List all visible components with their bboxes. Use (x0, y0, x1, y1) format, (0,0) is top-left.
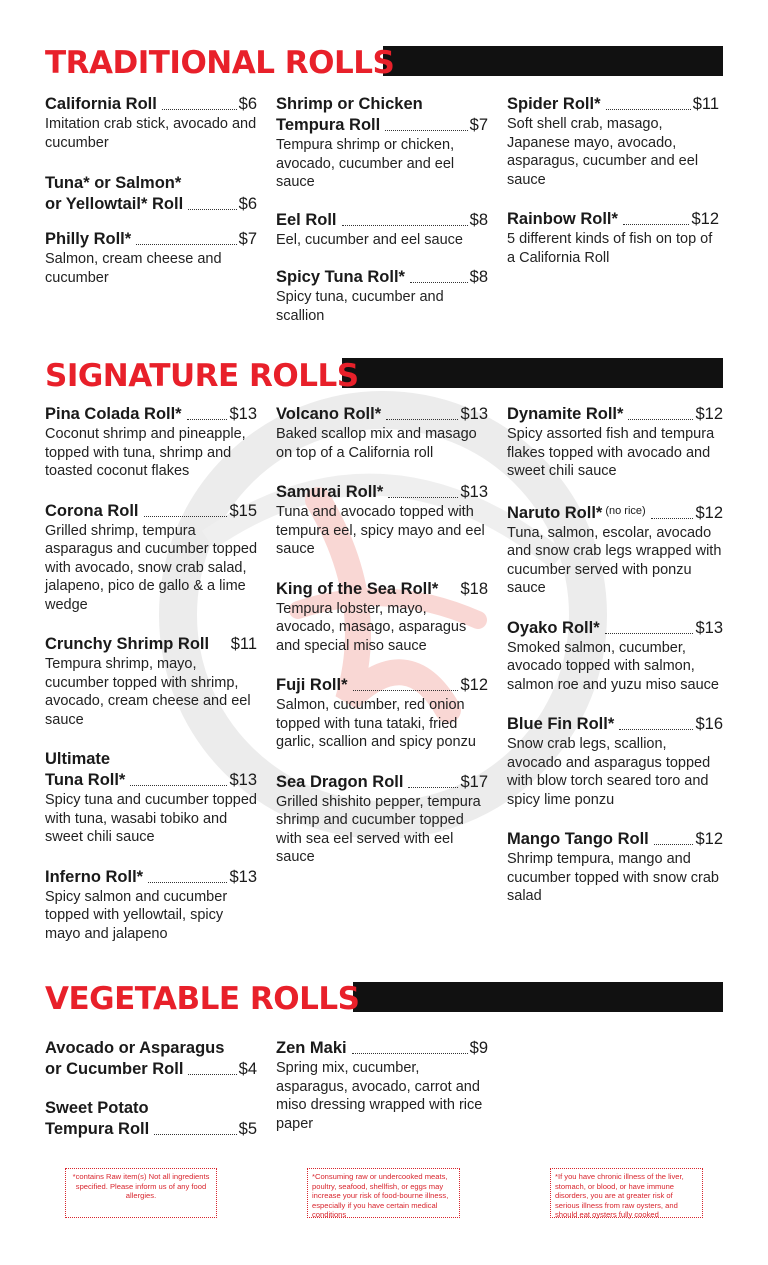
item-desc: Tempura shrimp, mayo, cucumber topped with shrimp, avocado, cream cheese and eel sauce (45, 656, 251, 728)
item-name: Zen Maki (276, 1039, 347, 1057)
menu-item-king-of-the-sea-roll (276, 579, 488, 656)
item-desc: Eel, cucumber and eel sauce (276, 231, 463, 248)
item-price: $7 (469, 116, 488, 134)
item-desc: Spicy assorted fish and tempura flakes topped with avocado and sweet chili sauce (507, 426, 715, 479)
item-desc: Soft shell crab, masago, Japanese mayo, avocado, asparagus, cucumber and eel sauce (507, 116, 699, 188)
item-price: $17 (460, 772, 488, 791)
item-price: $12 (695, 405, 723, 423)
item-name: Mango Tango Roll (507, 830, 649, 848)
item-desc: Shrimp tempura, mango and cucumber topped with snow crab salad (507, 851, 719, 904)
item-price: $13 (460, 405, 488, 423)
item-name-line2: or Yellowtail* Roll (45, 195, 184, 213)
menu-item-oyako-roll (507, 618, 723, 695)
item-price: $4 (238, 1060, 257, 1078)
item-price: $5 (238, 1120, 257, 1138)
item-desc: Spicy tuna, cucumber and scallion (276, 289, 444, 324)
menu-item-philly-roll (45, 229, 257, 287)
section-title: VEGETABLE ROLLS (45, 981, 360, 1017)
menu-item-tuna-salmon-yellowtail-roll (45, 173, 257, 215)
item-price: $7 (238, 230, 257, 248)
menu-item-ultimate-tuna-roll (45, 749, 257, 847)
item-name: Fuji Roll* (276, 676, 348, 694)
menu-item-mango-tango-roll (507, 829, 723, 906)
item-desc: Salmon, cucumber, red onion topped with tuna tataki, fried garlic, scallion and spicy ponzu (276, 697, 476, 750)
item-desc: Tempura shrimp or chicken, avocado, cucumber and eel sauce (276, 137, 455, 190)
item-name-line2: or Cucumber Roll (45, 1060, 184, 1078)
item-note: (no rice) (605, 504, 646, 517)
item-price: $13 (695, 618, 723, 637)
item-name: Blue Fin Roll* (507, 715, 615, 733)
item-name: Oyako Roll* (507, 618, 600, 637)
item-name: Dynamite Roll* (507, 405, 624, 423)
menu-item-pina-colada-roll (45, 404, 257, 481)
item-desc: Coconut shrimp and pineapple, topped with tuna, shrimp and toasted coconut flakes (45, 426, 246, 479)
item-price: $18 (460, 579, 488, 598)
item-desc: Snow crab legs, scallion, avocado and asparagus topped with blow torch seared toro and spicy lime ponzu (507, 736, 711, 808)
menu-item-corona-roll (45, 501, 257, 615)
item-price: $6 (238, 95, 257, 113)
item-desc: Tempura lobster, mayo, avocado, masago, asparagus and special miso sauce (276, 600, 467, 654)
section-bar (342, 358, 723, 388)
menu-item-naruto-roll (507, 501, 723, 598)
item-name: Crunchy Shrimp Roll (45, 635, 210, 653)
oyster-advisory-notice: *If you have chronic illness of the liver, stomach, or blood, or have immune disorders, you are at greater risk of serious illness from raw oysters, and should eat oysters fully cooked (550, 1168, 703, 1218)
consumer-advisory-notice: *Consuming raw or undercooked meats, poultry, seafood, shellfish, or eggs may increase your risk of food-bourne illness, especially if you have certain medical conditions (307, 1168, 460, 1218)
item-name: Samurai Roll* (276, 483, 384, 501)
item-name: California Roll (45, 95, 157, 113)
item-desc: Grilled shishito pepper, tempura shrimp and cucumber topped with sea eel served with eel sauce (276, 793, 481, 865)
menu-item-california-roll (45, 94, 257, 152)
section-bar (383, 46, 723, 76)
item-name: Naruto Roll* (507, 503, 603, 522)
item-name: Spider Roll* (507, 95, 601, 113)
section-bar (353, 982, 723, 1012)
item-name: Corona Roll (45, 501, 139, 520)
menu-item-zen-maki (276, 1038, 488, 1133)
menu-item-inferno-roll (45, 867, 257, 944)
item-price: $12 (691, 210, 719, 228)
item-desc: Grilled shrimp, tempura asparagus and cucumber topped with avocado, snow crab salad, jalapeno, pico de gallo & a lime wedge (45, 522, 258, 613)
menu-item-avocado-asparagus-cucumber-roll (45, 1038, 257, 1080)
menu-item-dynamite-roll (507, 404, 723, 481)
menu-item-volcano-roll (276, 404, 488, 462)
item-name: Eel Roll (276, 210, 337, 229)
item-name-line2: Tuna Roll* (45, 771, 126, 789)
item-name: Sea Dragon Roll (276, 772, 404, 791)
item-name-line2: Tempura Roll (276, 116, 381, 134)
item-desc: Tuna and avocado topped with tempura eel, spicy mayo and eel sauce (276, 504, 485, 557)
item-price: $12 (695, 830, 723, 848)
item-desc: Spicy salmon and cucumber topped with yellowtail, spicy mayo and jalapeno (45, 888, 228, 942)
item-price: $13 (229, 405, 257, 423)
menu-item-sea-dragon-roll (276, 772, 488, 867)
item-price: $6 (238, 195, 257, 213)
item-price: $8 (469, 210, 488, 229)
item-price: $12 (460, 676, 488, 694)
section-title: SIGNATURE ROLLS (45, 358, 359, 394)
item-name: Sweet Potato (45, 1099, 149, 1117)
item-name: Shrimp or Chicken (276, 95, 423, 113)
item-name: Pina Colada Roll* (45, 405, 182, 423)
menu-item-sweet-potato-tempura-roll (45, 1098, 257, 1140)
item-name: Tuna* or Salmon* (45, 174, 182, 192)
item-price: $9 (469, 1039, 488, 1057)
item-desc: Spring mix, cucumber, asparagus, avocado, carrot and miso dressing wrapped with rice paper (276, 1060, 483, 1132)
item-price: $16 (695, 715, 723, 733)
menu-item-fuji-roll (276, 675, 488, 752)
menu-item-blue-fin-roll (507, 714, 723, 809)
item-name: Rainbow Roll* (507, 210, 618, 228)
item-desc: Spicy tuna and cucumber topped with tuna, wasabi tobiko and sweet chili sauce (45, 792, 257, 845)
menu-item-samurai-roll (276, 482, 488, 559)
item-name: Spicy Tuna Roll* (276, 268, 405, 286)
item-name: King of the Sea Roll* (276, 579, 439, 598)
item-desc: Smoked salmon, cucumber, avocado topped with salmon, salmon roe and yuzu miso sauce (507, 639, 719, 693)
item-price: $11 (230, 635, 257, 653)
item-price: $13 (460, 483, 488, 501)
item-price: $11 (692, 95, 719, 113)
section-header-signature (45, 358, 359, 394)
menu-item-spider-roll (507, 94, 719, 189)
item-name: Inferno Roll* (45, 867, 144, 886)
item-name: Avocado or Asparagus (45, 1039, 225, 1057)
raw-items-notice: *contains Raw item(s) Not all ingredients specified. Please inform us of any food allergies. (65, 1168, 217, 1218)
menu-item-rainbow-roll (507, 209, 719, 267)
item-desc: Baked scallop mix and masago on top of a California roll (276, 426, 477, 461)
item-price: $15 (229, 501, 257, 520)
item-desc: Salmon, cream cheese and cucumber (45, 251, 222, 286)
item-name: Philly Roll* (45, 230, 132, 248)
menu-item-spicy-tuna-roll (276, 267, 488, 325)
section-header-vegetable (45, 981, 360, 1017)
menu-item-crunchy-shrimp-roll (45, 634, 257, 729)
section-header-traditional (45, 45, 395, 81)
item-price: $8 (469, 268, 488, 286)
item-price: $13 (229, 867, 257, 886)
item-name-line2: Tempura Roll (45, 1120, 150, 1138)
section-title: TRADITIONAL ROLLS (45, 45, 395, 81)
item-desc: Imitation crab stick, avocado and cucumber (45, 116, 257, 151)
item-desc: 5 different kinds of fish on top of a California Roll (507, 231, 713, 266)
item-name: Volcano Roll* (276, 405, 382, 423)
item-price: $12 (695, 503, 723, 522)
menu-item-shrimp-chicken-tempura-roll (276, 94, 488, 192)
menu-item-eel-roll (276, 210, 488, 250)
item-price: $13 (229, 771, 257, 789)
item-desc: Tuna, salmon, escolar, avocado and snow crab legs wrapped with cucumber served with ponzu sauce (507, 524, 722, 596)
item-name: Ultimate (45, 750, 111, 768)
